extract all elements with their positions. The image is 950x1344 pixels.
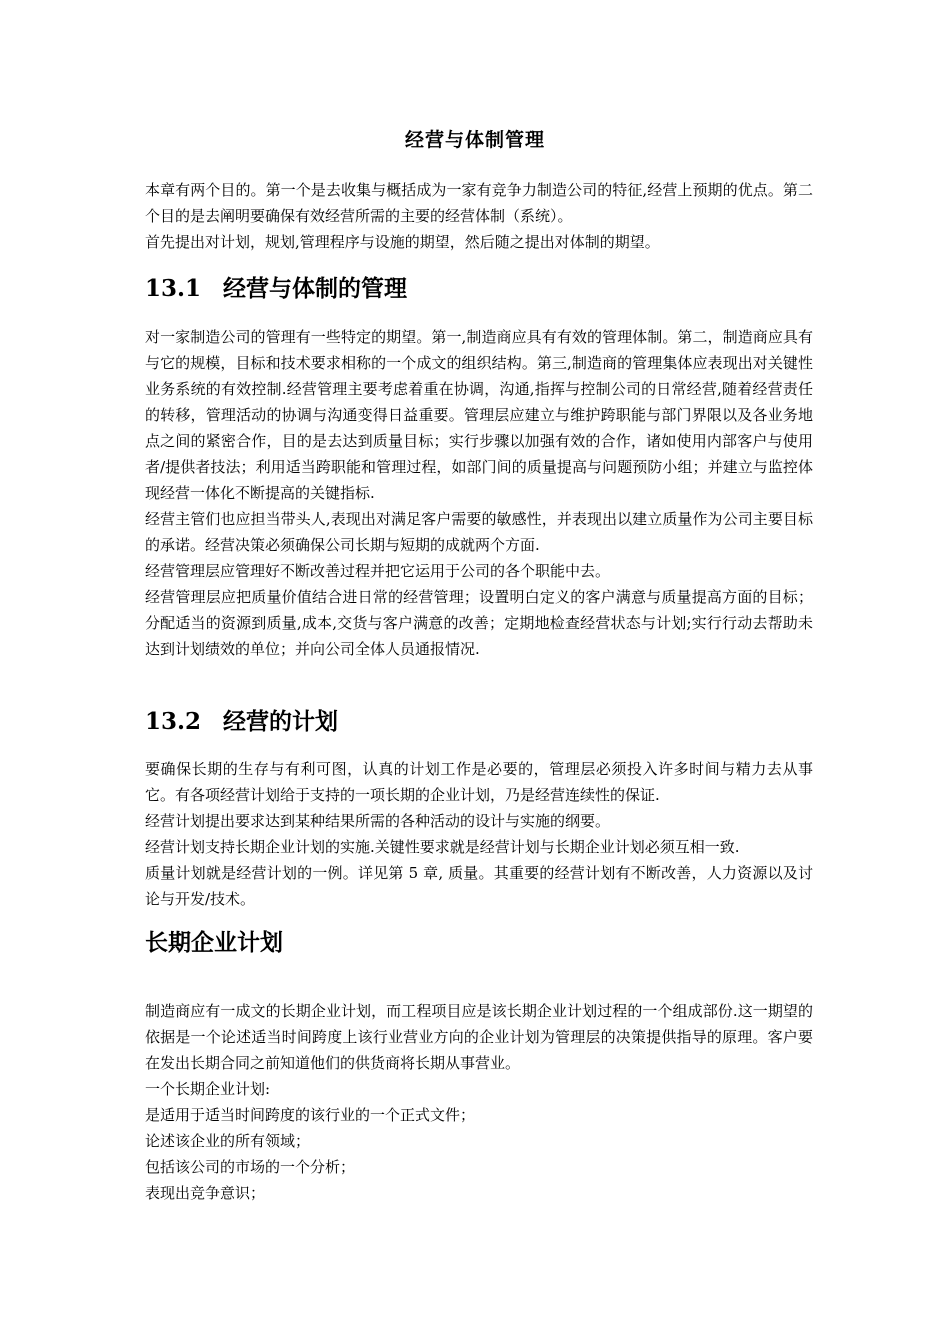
section-13-2-paragraph-3: 经营计划支持长期企业计划的实施.关键性要求就是经营计划与长期企业计划必须互相一致. xyxy=(145,838,740,856)
section-13-2-body xyxy=(145,756,813,912)
section-number: 13.1 xyxy=(145,275,202,302)
section-heading-13-2 xyxy=(145,706,813,738)
section-number: 13.2 xyxy=(145,708,202,735)
section-13-2-paragraph-2: 经营计划提出要求达到某种结果所需的各种活动的设计与实施的纲要。 xyxy=(145,812,611,830)
list-item: 表现出竞争意识； xyxy=(145,1184,266,1202)
list-item: 论述该企业的所有领域； xyxy=(145,1132,311,1150)
section-13-2-paragraph-4: 质量计划就是经营计划的一例。详见第 5 章, 质量。其重要的经营计划有不断改善，人力资源以及讨论与开发/技术。 xyxy=(145,864,813,908)
section-13-1-body xyxy=(145,324,813,662)
section-13-2-paragraph-1: 要确保长期的生存与有利可图，认真的计划工作是必要的，管理层必须投入许多时间与精力去从事它。有各项经营计划给于支持的一项长期的企业计划，乃是经营连续性的保证. xyxy=(145,760,813,804)
list-item: 包括该公司的市场的一个分析； xyxy=(145,1158,356,1176)
section-heading-long-term-plan xyxy=(145,927,813,959)
long-term-plan-paragraph-1: 制造商应有一成文的长期企业计划，而工程项目应是该长期企业计划过程的一个组成部份.这一期望的依据是一个论述适当时间跨度上该行业营业方向的企业计划为管理层的决策提供指导的原理。客户要在发出长期合同之前知道他们的供货商将长期从事营业。 xyxy=(145,1002,813,1072)
intro-paragraph-2: 首先提出对计划，规划,管理程序与设施的期望，然后随之提出对体制的期望。 xyxy=(145,233,660,251)
document-title: 经营与体制管理 xyxy=(404,129,545,151)
section-13-1-paragraph-4: 经营管理层应把质量价值结合进日常的经营管理；设置明白定义的客户满意与质量提高方面的目标；分配适当的资源到质量,成本,交货与客户满意的改善；定期地检查经营状态与计划;实行行动去帮助未达到计划绩效的单位；并向公司全体人员通报情况. xyxy=(145,588,813,658)
section-heading-13-1 xyxy=(145,273,813,305)
long-term-plan-paragraph-2: 一个长期企业计划: xyxy=(145,1080,271,1098)
section-13-1-paragraph-2: 经营主管们也应担当带头人,表现出对满足客户需要的敏感性，并表现出以建立质量作为公司主要目标的承诺。经营决策必须确保公司长期与短期的成就两个方面. xyxy=(145,510,813,554)
intro-paragraph-1: 本章有两个目的。第一个是去收集与概括成为一家有竞争力制造公司的特征,经营上预期的优点。第二个目的是去阐明要确保有效经营所需的主要的经营体制（系统）。 xyxy=(145,181,813,225)
section-heading-text: 经营的计划 xyxy=(223,708,338,735)
intro-section xyxy=(145,177,813,255)
section-13-1-paragraph-3: 经营管理层应管理好不断改善过程并把它运用于公司的各个职能中去。 xyxy=(145,562,611,580)
list-item: 是适用于适当时间跨度的该行业的一个正式文件； xyxy=(145,1106,476,1124)
long-term-plan-body xyxy=(145,998,813,1206)
section-heading-text: 长期企业计划 xyxy=(145,929,283,956)
section-heading-text: 经营与体制的管理 xyxy=(223,275,407,302)
section-13-1-paragraph-1: 对一家制造公司的管理有一些特定的期望。第一,制造商应具有有效的管理体制。第二，制造商应具有与它的规模，目标和技术要求相称的一个成文的组织结构。第三,制造商的管理集体应表现出对关键性业务系统的有效控制.经营管理主要考虑着重在协调，沟通,指挥与控制公司的日常经营,随着经营责任的转移，管理活动的协调与沟通变得日益重要。管理层应建立与维护跨职能与部门界限以及各业务地点之间的紧密合作，目的是去达到质量目标；实行步骤以加强有效的合作，诸如使用内部客户与使用者/提供者技法；利用适当跨职能和管理过程，如部门间的质量提高与问题预防小组；并建立与监控体现经营一体化不断提高的关键指标. xyxy=(145,328,813,502)
